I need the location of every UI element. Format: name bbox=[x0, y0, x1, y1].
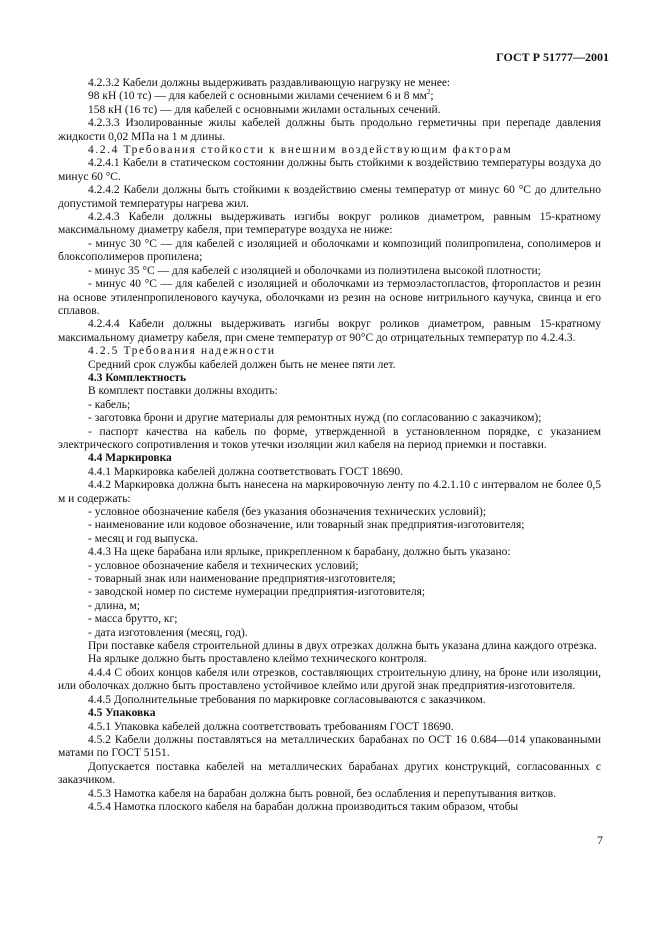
paragraph-4-5-3: 4.5.3 Намотка кабеля на барабан должна быть ровной, без ослабления и перепутывания витков. bbox=[88, 787, 557, 800]
paragraph-4-4-4: 4.4.4 С обоих концов кабеля или отрезков, составляющих строительную длину, на броне или изоляции, или оболочках должно быть проставлено устойчивое клеймо или другой знак предприятия-изготовителя. bbox=[58, 666, 601, 693]
paragraph-4-2-3-2: 4.2.3.2 Кабели должны выдерживать раздавливающую нагрузку не менее: bbox=[88, 77, 451, 89]
list-item-minus-35: - минус 35 °С — для кабелей с изоляцией и оболочками из полиэтилена высокой плотности; bbox=[88, 264, 541, 277]
superscript-2: 2 bbox=[426, 88, 431, 97]
paragraph-4-5-1: 4.5.1 Упаковка кабелей должна соответствовать требованиям ГОСТ 18690. bbox=[88, 720, 454, 733]
paragraph-4-2-4-4: 4.2.4.4 Кабели должны выдерживать изгибы вокруг роликов диаметром, равным 15-кратному максимальному диаметру кабеля, при смене температур от 90°С до отрицательных температур по 4.2.4.3. bbox=[58, 318, 601, 344]
paragraph-4-2-3-3: 4.2.3.3 Изолированные жилы кабелей должны быть продольно герметичны при перепаде давления жидкости 0,02 МПа на 1 м длины. bbox=[58, 117, 601, 143]
page-number: 7 bbox=[597, 833, 603, 847]
paragraph-4-4-5: 4.4.5 Дополнительные требования по маркировке согласовываются с заказчиком. bbox=[88, 693, 486, 706]
list-item-name: - наименование или кодовое обозначение, или товарный знак предприятия-изготовителя; bbox=[88, 519, 525, 532]
list-item-minus-30: - минус 30 °С — для кабелей с изоляцией и оболочками и композиций полипропилена, сополимеров и блоксополимеров пропилена; bbox=[58, 237, 601, 264]
paragraph-4-4-3: 4.4.3 На щеке барабана или ярлыке, прикрепленном к барабану, должно быть указано: bbox=[88, 546, 511, 559]
list-item-designation: - условное обозначение кабеля (без указания обозначения технических условий); bbox=[88, 506, 487, 518]
paragraph-4-5-4: 4.5.4 Намотка плоского кабеля на барабан должна производиться таким образом, чтобы bbox=[88, 800, 519, 813]
paragraph-4-2-4-2: 4.2.4.2 Кабели должны быть стойкими к воздействию смены температур от минус 60 °С до длительно допустимой температуры нагрева жил. bbox=[58, 184, 601, 210]
list-item-designation-tu: - условное обозначение кабеля и технических условий; bbox=[88, 559, 359, 572]
paragraph-service-life: Средний срок службы кабелей должен быть не менее пяти лет. bbox=[88, 358, 396, 371]
paragraph-stamp: На ярлыке должно быть проставлено клеймо технического контроля. bbox=[88, 653, 427, 666]
load-98-end: ; bbox=[430, 90, 434, 103]
list-item-mass: - масса брутто, кг; bbox=[88, 613, 178, 626]
paragraph-4-4-2: 4.4.2 Маркировка должна быть нанесена на маркировочную ленту по 4.2.1.10 с интервалом не более 0,5 м и содержать: bbox=[58, 479, 601, 505]
list-item-length: - длина, м; bbox=[88, 599, 140, 612]
list-item-cable: - кабель; bbox=[88, 398, 131, 411]
heading-4-4: 4.4 Маркировка bbox=[88, 452, 172, 465]
paragraph-other-drums: Допускается поставка кабелей на металлических барабанах других конструкций, согласованных с заказчиком. bbox=[58, 760, 601, 787]
list-item-armor: - заготовка брони и другие материалы для ремонтных нужд (по согласованию с заказчиком); bbox=[88, 412, 542, 425]
load-98-text: 98 кН (10 тс) — для кабелей с основными жилами сечением 6 и 8 мм bbox=[88, 90, 427, 103]
page-content bbox=[58, 77, 601, 814]
paragraph-4-5-2: 4.5.2 Кабели должны поставляться на металлических барабанах по ОСТ 16 0.684—014 упакованными матами по ГОСТ 5151. bbox=[58, 733, 601, 760]
paragraph-load-158: 158 кН (16 тс) — для кабелей с основными жилами остальных сечений. bbox=[88, 103, 441, 116]
list-item-minus-40: - минус 40 °С — для кабелей с изоляцией и оболочками из термоэластопластов, фторопластов и резин на основе этиленпропиленового каучука, оболочками из резин на основе нитрильного каучука, свинца и его сплавов. bbox=[58, 278, 601, 317]
heading-4-2-4: 4.2.4 Требования стойкости к внешним воздействующим факторам bbox=[88, 144, 513, 157]
heading-4-3: 4.3 Комплектность bbox=[88, 371, 187, 384]
list-item-passport: - паспорт качества на кабель по форме, утвержденной в установленном порядке, с указанием электрического сопротивления и токов утечки изоляции жил кабеля на период приемки и поставки. bbox=[58, 425, 601, 451]
paragraph-delivery-set: В комплект поставки должны входить: bbox=[88, 385, 278, 398]
list-item-date: - дата изготовления (месяц, год). bbox=[88, 626, 248, 639]
list-item-month-year: - месяц и год выпуска. bbox=[88, 532, 198, 545]
paragraph-two-pieces: При поставке кабеля строительной длины в двух отрезках должна быть указана длина каждого отрезка. bbox=[88, 640, 597, 653]
heading-4-2-5: 4.2.5 Требования надежности bbox=[88, 345, 276, 358]
list-item-serial: - заводской номер по системе нумерации предприятия-изготовителя; bbox=[88, 586, 426, 599]
standard-header: ГОСТ Р 51777—2001 bbox=[496, 50, 609, 64]
list-item-trademark: - товарный знак или наименование предприятия-изготовителя; bbox=[88, 573, 396, 586]
paragraph-load-98 bbox=[58, 90, 601, 103]
paragraph-4-4-1: 4.4.1 Маркировка кабелей должна соответствовать ГОСТ 18690. bbox=[88, 465, 404, 478]
paragraph-4-2-4-3: 4.2.4.3 Кабели должны выдерживать изгибы вокруг роликов диаметром, равным 15-кратному максимальному диаметру кабеля, при температуре воздуха не ниже: bbox=[58, 211, 601, 237]
paragraph-4-2-4-1: 4.2.4.1 Кабели в статическом состоянии должны быть стойкими к воздействию температуры воздуха до минус 60 °С. bbox=[58, 157, 601, 183]
heading-4-5: 4.5 Упаковка bbox=[88, 707, 156, 720]
